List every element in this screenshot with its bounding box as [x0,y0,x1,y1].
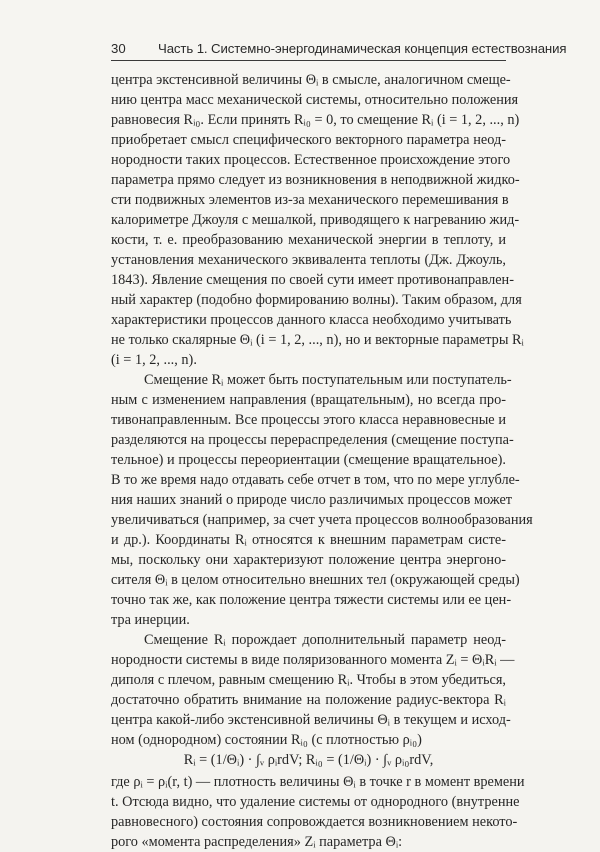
text-line: калориметре Джоуля с мешалкой, приводящего к нагреванию жид- [111,212,520,228]
text-line: диполя с плечом, равным смещению Rᵢ. Чтобы в этом убедиться, [111,672,506,688]
text-line: центра какой-либо экстенсивной величины Θᵢ в текущем и исход- [111,712,511,728]
text-line: нию центра масс механической системы, относительно положения [111,92,519,108]
formula: Rᵢ = (1/Θᵢ) · ∫ᵥ ρᵢrdV; Rᵢ₀ = (1/Θᵢ) · ∫ᵥ ρᵢ₀rdV, [183,752,434,768]
text-line: Смещение Rᵢ может быть поступательным или поступатель- [144,372,512,388]
page-header [111,38,567,61]
text-line: В то же время надо отдавать себе отчет в том, что по мере углубле- [111,472,520,488]
paragraph-1 [111,70,524,370]
text-line: разделяются на процессы перераспределения (смещение поступа- [111,432,514,448]
text-line: установления механического эквивалента теплоты (Дж. Джоуль, [111,252,506,268]
text-line: где ρᵢ = ρᵢ(r, t) — плотность величины Θᵢ в точке r в момент времени [111,774,525,790]
text-line: точно так же, как положение центра тяжести системы или ее цен- [111,592,512,608]
body-text [111,70,533,852]
text-line: тельное) и процессы переориентации (смещение вращательное). [111,452,506,468]
text-line: равновесия Rᵢ₀. Если принять Rᵢ₀ = 0, то смещение Rᵢ (i = 1, 2, ..., n) [111,112,520,128]
text-line: параметра прямо следует из возникновения в неподвижной жидко- [111,172,520,188]
paragraph-4 [111,772,525,852]
running-title: Часть 1. Системно-энергодинамическая концепция естествознания [158,41,567,56]
text-line: достаточно обратить внимание на положение радиус-вектора Rᵢ [111,692,506,708]
text-line: мы, поскольку они характеризуют положение центра энергоно- [111,552,506,568]
text-line: сти подвижных элементов из-за механического перемешивания в [111,192,509,208]
text-line: сителя Θᵢ в целом относительно внешних тел (окружающей среды) [111,572,520,588]
text-line: тра инерции. [111,612,190,628]
text-line: приобретает смысл специфического векторного параметра неод- [111,132,506,148]
text-line: Смещение Rᵢ порождает дополнительный параметр неод- [144,632,506,648]
page-number: 30 [111,41,126,56]
text-line: ным с изменением направления (вращательным), но всегда про- [111,392,506,408]
text-line: не только скалярные Θᵢ (i = 1, 2, ..., n), но и векторные параметры Rᵢ [111,332,524,348]
text-line: t. Отсюда видно, что удаление системы от однородного (внутренне [111,794,520,810]
text-line: кости, т. е. преобразованию механической энергии в теплоту, и [111,232,506,248]
text-line: рого «момента распределения» Zᵢ параметра Θᵢ: [111,834,403,850]
text-line: ном (однородном) состоянии Rᵢ₀ (с плотностью ρᵢ₀) [111,732,422,748]
text-line: нородности системы в виде поляризованного момента Zᵢ = ΘᵢRᵢ — [111,652,515,668]
text-line: равновесного) состояния сопровождается возникновением некото- [111,814,518,830]
text-line: центра экстенсивной величины Θᵢ в смысле, аналогичном смеще- [111,72,511,88]
paragraph-2 [111,370,533,630]
text-line: и др.). Координаты Rᵢ относятся к внешним параметрам систе- [111,532,506,548]
text-line: (i = 1, 2, ..., n). [111,352,197,368]
text-line: нородности таких процессов. Естественное происхождение этого [111,152,511,168]
text-line: 1843). Явление смещения по своей сути имеет противонаправлен- [111,272,514,288]
text-line: ния наших знаний о природе число различимых процессов может [111,492,513,508]
text-line: тивонаправленным. Все процессы этого класса неравновесные и [111,412,506,428]
text-line: характеристики процессов данного класса необходимо учитывать [111,312,512,328]
text-line: увеличиваться (например, за счет учета процессов волнообразования [111,512,533,528]
text-line: ный характер (подобно формированию волны). Таким образом, для [111,292,522,308]
paragraph-3 [111,630,515,750]
